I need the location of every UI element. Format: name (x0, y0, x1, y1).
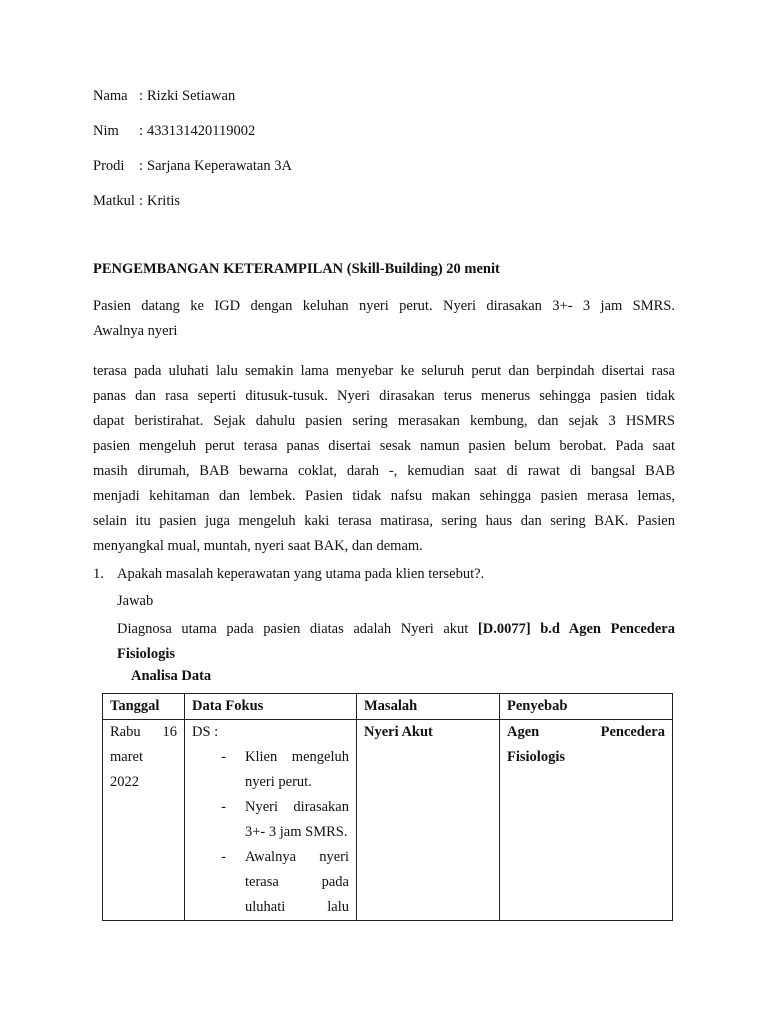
case-line: dapat beristirahat. Sejak dahulu pasien sering merasakan kembung, dan sejak 3 HSMRS (93, 413, 675, 429)
case-line: menyangkal mual, muntah, nyeri saat BAK, dan demam. (93, 538, 423, 554)
case-line: panas dan rasa seperti ditusuk-tusuk. Nyeri dirasakan terus menerus sehingga pasien tidak (93, 388, 675, 404)
cell-masalah (357, 720, 500, 921)
penyebab-line: Agen Pencedera (507, 724, 665, 740)
cell-tanggal (103, 720, 185, 921)
header-penyebab: Penyebab (500, 694, 673, 720)
question-1 (93, 566, 484, 583)
tanggal-line: maret (110, 749, 144, 765)
item-line: Awalnya nyeri (245, 849, 349, 865)
diagnosis-code: [D.0077] b.d Agen Pencedera (477, 621, 675, 637)
matkul-value: Kritis (147, 193, 181, 209)
dash-bullet: - (221, 849, 226, 865)
tanggal-line: 2022 (110, 774, 139, 790)
prodi-value: Sarjana Keperawatan 3A (147, 158, 292, 174)
case-line: pasien mengeluh perut terasa panas disertai sesak namun pasien belum berobat. Pada saat (93, 438, 675, 454)
matkul-row: Matkul : Kritis (93, 193, 181, 209)
table-row (103, 720, 673, 921)
tanggal-line: Rabu 16 (110, 724, 177, 740)
section-title: PENGEMBANGAN KETERAMPILAN (Skill-Building) 20 menit (93, 261, 500, 277)
intro-line: Pasien datang ke IGD dengan keluhan nyeri perut. Nyeri dirasakan 3+- 3 jam SMRS. (93, 298, 675, 314)
diagnosis-text (117, 617, 675, 667)
cell-penyebab (500, 720, 673, 921)
dash-bullet: - (221, 799, 226, 815)
item-line: Nyeri dirasakan (245, 799, 349, 815)
cell-data-fokus (185, 720, 357, 921)
nama-label: Nama (93, 88, 128, 104)
item-line: uluhati lalu (245, 899, 349, 915)
case-line: selain itu pasien juga mengeluh kaki terasa matirasa, sering haus dan sering BAK. Pasien (93, 513, 675, 529)
answer-label: Jawab (117, 593, 154, 609)
nama-value: Rizki Setiawan (147, 88, 236, 104)
dash-bullet: - (221, 749, 226, 765)
item-line: Klien mengeluh (245, 749, 349, 765)
penyebab-line: Fisiologis (507, 749, 566, 765)
list-item (192, 795, 349, 845)
case-line: masih dirumah, BAB bewarna coklat, darah -, kemudian saat di rawat di bangsal BAB (93, 463, 675, 479)
item-line: nyeri perut. (245, 774, 312, 790)
diagnosis-prefix: Diagnosa utama pada pasien diatas adalah Nyeri akut (117, 621, 478, 637)
diagnosis-cause: Fisiologis (117, 646, 176, 662)
analisa-data-table (102, 693, 673, 921)
list-item (192, 745, 349, 795)
intro-line: Awalnya nyeri (93, 323, 178, 339)
header-masalah: Masalah (357, 694, 500, 720)
header-tanggal: Tanggal (103, 694, 185, 720)
item-line: terasa pada (245, 874, 349, 890)
intro-paragraph (93, 294, 675, 344)
ds-label: DS : (192, 724, 219, 740)
question-number: 1. (93, 566, 104, 582)
nama-row: Nama : Rizki Setiawan (93, 88, 236, 104)
matkul-label: Matkul (93, 193, 135, 209)
prodi-label: Prodi (93, 158, 125, 174)
nim-row: Nim : 433131420119002 (93, 123, 256, 139)
nim-value: 433131420119002 (147, 123, 256, 139)
question-text: Apakah masalah keperawatan yang utama pada klien tersebut?. (117, 566, 485, 582)
prodi-row: Prodi : Sarjana Keperawatan 3A (93, 158, 292, 174)
case-line: terasa pada uluhati lalu semakin lama menyebar ke seluruh perut dan berpindah disertai rasa (93, 363, 675, 379)
list-item (192, 845, 349, 920)
table-header-row (103, 694, 673, 720)
header-data-fokus: Data Fokus (185, 694, 357, 720)
item-line: 3+- 3 jam SMRS. (245, 824, 348, 840)
nim-label: Nim (93, 123, 119, 139)
analisa-title: Analisa Data (131, 668, 212, 684)
masalah-value: Nyeri Akut (364, 724, 433, 740)
case-line: menjadi kehitaman dan lembek. Pasien tidak nafsu makan sehingga pasien merasa lemas, (93, 488, 675, 504)
case-paragraph (93, 359, 675, 559)
